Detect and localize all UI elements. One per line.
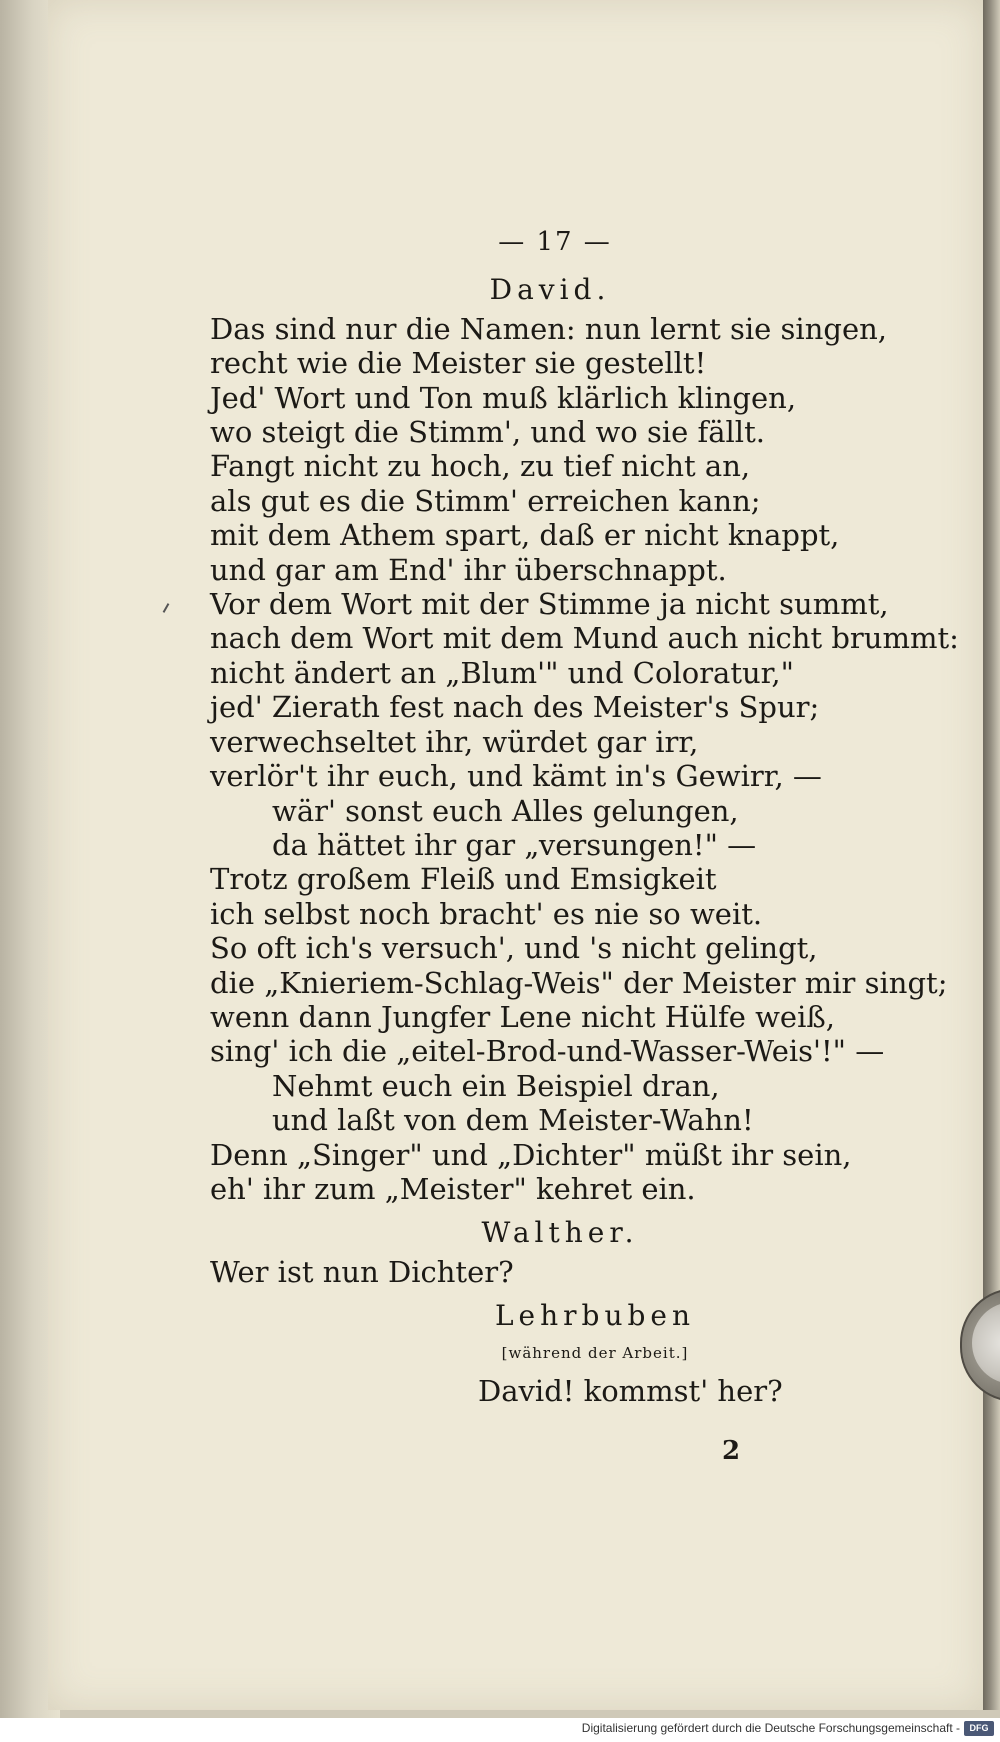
verse-line: verwechseltet ihr, würdet gar irr, [210,724,699,759]
verse-line: da hättet ihr gar „versungen!" — [272,827,757,862]
verse-line: sing' ich die „eitel-Brod-und-Wasser-Weis'!" — [210,1034,885,1069]
signature-mark: 2 [722,1436,741,1466]
verse-line: jed' Zierath fest nach des Meister's Spur; [210,690,820,725]
verse-line: Trotz großem Fleiß und Emsigkeit [210,862,717,897]
page-number: — 17 — [498,227,612,257]
verse-line: und laßt von dem Meister-Wahn! [272,1103,754,1138]
verse-line: Nehmt euch ein Beispiel dran, [272,1068,720,1103]
verse-line: Das sind nur die Namen: nun lernt sie singen, [210,311,887,346]
footer-credit: Digitalisierung gefördert durch die Deutsche Forschungsgemeinschaft - [581,1721,960,1735]
verse-line: So oft ich's versuch', und 's nicht gelingt, [210,931,818,966]
speaker-lehrbuben: Lehrbuben [494,1299,696,1333]
verse-line: mit dem Athem spart, daß er nicht knappt, [210,518,840,553]
david-speech [210,311,959,1207]
verse-line: ich selbst noch bracht' es nie so weit. [210,896,763,931]
verse-line: verlör't ihr euch, und kämt in's Gewirr, — [210,759,822,794]
verse-line: die „Knieriem-Schlag-Weis" der Meister mir singt; [210,965,948,1000]
verse-line: wär' sonst euch Alles gelungen, [272,793,739,828]
verse-line: recht wie die Meister sie gestellt! [210,346,707,381]
dfg-logo: DFG [964,1721,994,1736]
verse-line: als gut es die Stimm' erreichen kann; [210,483,761,518]
footer-bar [0,1718,1000,1742]
page-edge [983,0,1000,1710]
verse-line: nicht ändert an „Blum'" und Coloratur," [210,655,794,690]
speaker-walther: Walther. [481,1216,639,1250]
verse-line: Vor dem Wort mit der Stimme ja nicht summt, [210,587,889,622]
page-text [210,225,959,1408]
verse-line: und gar am End' ihr überschnappt. [210,552,727,587]
speaker-david: David. [489,273,611,307]
walther-line: Wer ist nun Dichter? [210,1254,514,1289]
verse-line: wo steigt die Stimm', und wo sie fällt. [210,415,765,450]
lehrbuben-line: David! kommst' her? [478,1374,783,1408]
verse-line: wenn dann Jungfer Lene nicht Hülfe weiß, [210,999,835,1034]
stage-direction: [während der Arbeit.] [501,1343,689,1362]
verse-line: Denn „Singer" und „Dichter" müßt ihr sein, [210,1137,852,1172]
verse-line: nach dem Wort mit dem Mund auch nicht brummt: [210,621,959,656]
verse-line: Jed' Wort und Ton muß klärlich klingen, [210,380,797,415]
verse-line: eh' ihr zum „Meister" kehret ein. [210,1171,696,1206]
verse-line: Fangt nicht zu hoch, zu tief nicht an, [210,449,751,484]
